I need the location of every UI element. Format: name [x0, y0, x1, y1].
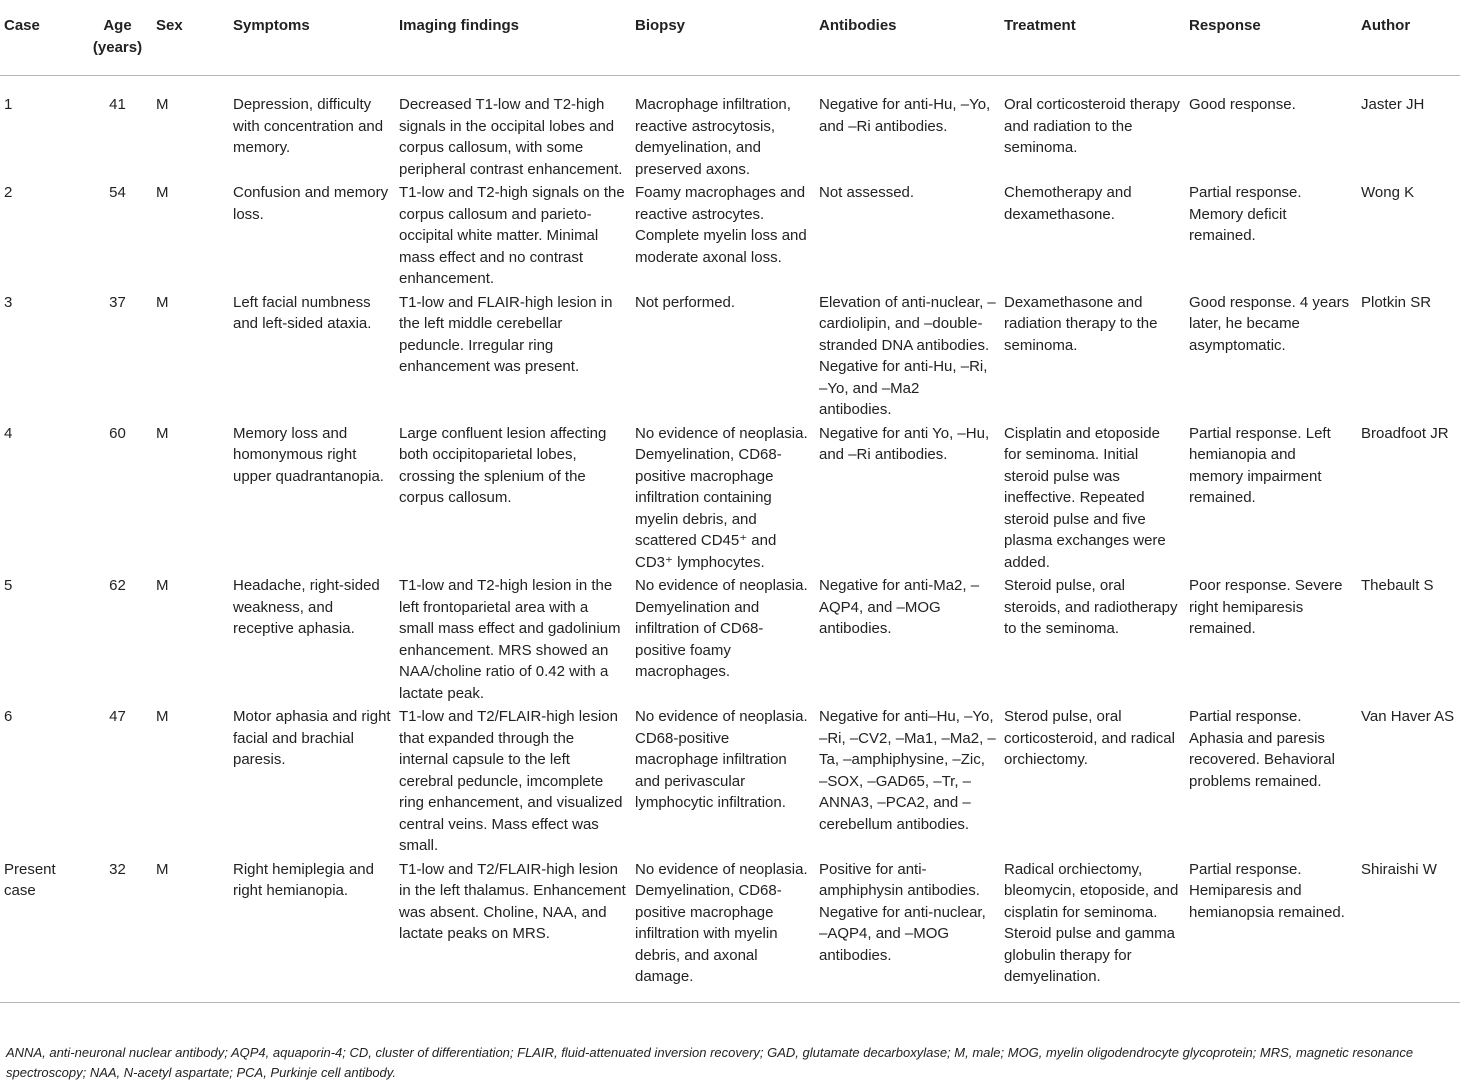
cell-sex: M: [156, 424, 169, 442]
header-age: Age (years): [83, 0, 152, 76]
cell-treatment: Dexamethasone and radiation therapy to the seminoma.: [1004, 293, 1158, 354]
cell-antibodies: Not assessed.: [819, 184, 915, 201]
cell-case: 5: [4, 577, 13, 594]
cell-case: 6: [4, 708, 13, 725]
cell-antibodies: Positive for anti-amphiphysin antibodies. Negative for anti-nuclear, –AQP4, and –MOG antibodies.: [815, 857, 1000, 1003]
cell-age: 60: [109, 424, 126, 442]
cell-age: 41: [109, 96, 126, 113]
cell-sex: M: [156, 184, 169, 201]
cell-symptoms: Right hemiplegia and right hemianopia.: [229, 857, 395, 1003]
cell-biopsy: Foamy macrophages and reactive astrocytes. Complete myelin loss and moderate axonal loss.: [635, 184, 807, 266]
cell-author: Jaster JH: [1361, 96, 1425, 113]
cell-response: Poor response. Severe right hemiparesis remained.: [1189, 577, 1343, 637]
cell-treatment: Oral corticosteroid therapy and radiation to the seminoma.: [1004, 96, 1180, 156]
cell-biopsy: No evidence of neoplasia. Demyelination, CD68-positive macrophage infiltration containing myelin debris, and scattered CD45⁺ and CD3⁺ lymphocytes.: [635, 424, 808, 571]
cell-sex: M: [156, 96, 169, 113]
cell-antibodies: Negative for anti-Ma2, –AQP4, and –MOG antibodies.: [819, 577, 980, 637]
cell-biopsy: No evidence of neoplasia. Demyelination, CD68-positive macrophage infiltration with myelin debris, and axonal damage.: [631, 857, 815, 1003]
cell-imaging: T1-low and T2-high lesion in the left frontoparietal area with a small mass effect and gadolinium enhancement. MRS showed an NAA/choline ratio of 0.42 with a lactate peak.: [399, 577, 621, 702]
cell-author: Wong K: [1361, 184, 1415, 201]
cell-age: 54: [109, 184, 126, 201]
table-header-row: [0, 0, 1460, 76]
cell-imaging: T1-low and T2/FLAIR-high lesion in the left thalamus. Enhancement was absent. Choline, NAA, and lactate peaks on MRS.: [395, 857, 631, 1003]
cell-treatment: Sterod pulse, oral corticosteroid, and radical orchiectomy.: [1004, 708, 1175, 768]
header-antibodies: Antibodies: [815, 0, 1000, 76]
cell-author: Plotkin SR: [1361, 293, 1432, 311]
cell-symptoms: Confusion and memory loss.: [233, 184, 389, 223]
cell-treatment: Steroid pulse, oral steroids, and radiotherapy to the seminoma.: [1004, 577, 1178, 637]
table-row: [0, 76, 1460, 181]
cell-symptoms: Memory loss and homonymous right upper quadrantanopia.: [233, 424, 384, 485]
header-symptoms: Symptoms: [229, 0, 395, 76]
cell-age: 37: [109, 293, 126, 311]
cell-antibodies: Negative for anti-Hu, –Yo, and –Ri antibodies.: [819, 96, 991, 135]
table-row: [0, 421, 1460, 574]
cell-imaging: T1-low and T2-high signals on the corpus callosum and parieto-occipital white matter. Minimal mass effect and no contrast enhancement.: [399, 184, 625, 287]
cell-imaging: Large confluent lesion affecting both occipitoparietal lobes, crossing the splenium of the corpus callosum.: [399, 424, 607, 506]
table-row: [0, 857, 1460, 1003]
cell-imaging: T1-low and T2/FLAIR-high lesion that expanded through the internal capsule to the left cerebral peduncle, imcomplete ring enhancement, and visualized central veins. Mass effect was small.: [399, 708, 623, 854]
table-row: [0, 180, 1460, 290]
cell-response: Partial response. Aphasia and paresis recovered. Behavioral problems remained.: [1189, 708, 1335, 790]
cell-symptoms: Depression, difficulty with concentration and memory.: [233, 96, 384, 156]
cell-symptoms: Left facial numbness and left-sided ataxia.: [233, 293, 372, 332]
cell-author: Thebault S: [1361, 577, 1434, 594]
header-biopsy: Biopsy: [631, 0, 815, 76]
cell-sex: M: [156, 293, 169, 311]
cell-biopsy: No evidence of neoplasia. Demyelination and infiltration of CD68-positive foamy macrophages.: [635, 577, 808, 680]
header-author: Author: [1357, 0, 1460, 76]
cell-biopsy: Not performed.: [635, 293, 736, 311]
cell-symptoms: Motor aphasia and right facial and brachial paresis.: [233, 708, 391, 768]
cell-age: 62: [109, 577, 126, 594]
cell-antibodies: Negative for anti Yo, –Hu, and –Ri antibodies.: [819, 424, 990, 463]
cell-sex: M: [156, 577, 169, 594]
header-response: Response: [1185, 0, 1357, 76]
header-treatment: Treatment: [1000, 0, 1185, 76]
cell-age: 47: [109, 708, 126, 725]
cell-sex: M: [156, 708, 169, 725]
table-footnote: ANNA, anti-neuronal nuclear antibody; AQP4, aquaporin-4; CD, cluster of differentiation; FLAIR, fluid-attenuated inversion recovery; GAD, glutamate decarboxylase; M, male; MOG, myelin oligodendrocyte glycoprotein; MRS, magnetic resonance spectroscopy; NAA, N-acetyl aspartate; PCA, Purkinje cell antibody.: [6, 1045, 1414, 1080]
cell-imaging: Decreased T1-low and T2-high signals in the occipital lobes and corpus callosum, with some peripheral contrast enhancement.: [399, 96, 623, 178]
cell-case: 1: [4, 96, 13, 113]
cell-response: Good response.: [1189, 96, 1296, 113]
cell-case: 2: [4, 184, 13, 201]
cell-author: Shiraishi W: [1357, 857, 1460, 1003]
cell-treatment: Chemotherapy and dexamethasone.: [1004, 184, 1132, 223]
cell-response: Partial response. Left hemianopia and memory impairment remained.: [1189, 424, 1331, 506]
header-imaging-findings: Imaging findings: [395, 0, 631, 76]
cell-author: Van Haver AS: [1361, 708, 1455, 725]
table-row: [0, 573, 1460, 704]
cell-biopsy: No evidence of neoplasia. CD68-positive macrophage infiltration and perivascular lymphocytic infiltration.: [635, 708, 808, 811]
cell-response: Partial response. Hemiparesis and hemianopsia remained.: [1185, 857, 1357, 1003]
cell-author: Broadfoot JR: [1361, 424, 1449, 442]
cell-antibodies: Negative for anti–Hu, –Yo, –Ri, –CV2, –Ma1, –Ma2, –Ta, –amphiphysine, –Zic, –SOX, –GAD65, –Tr, –ANNA3, –PCA2, and –cerebellum antibodies.: [819, 708, 996, 833]
cell-case: 3: [4, 293, 13, 311]
cell-case: 4: [4, 424, 13, 442]
table-row: [0, 290, 1460, 421]
cell-response: Good response. 4 years later, he became asymptomatic.: [1189, 293, 1350, 354]
cell-case: Present case: [0, 857, 83, 1003]
cell-treatment: Cisplatin and etoposide for seminoma. Initial steroid pulse was ineffective. Repeated steroid pulse and five plasma exchanges were added.: [1004, 424, 1166, 571]
cell-antibodies: Elevation of anti-nuclear, –cardiolipin, and –double-stranded DNA antibodies. Negative for anti-Hu, –Ri, –Yo, and –Ma2 antibodies.: [819, 293, 996, 418]
cell-symptoms: Headache, right-sided weakness, and receptive aphasia.: [233, 577, 380, 637]
cell-sex: M: [152, 857, 229, 1003]
cell-imaging: T1-low and FLAIR-high lesion in the left middle cerebellar peduncle. Irregular ring enhancement was present.: [399, 293, 613, 375]
table-row: [0, 704, 1460, 857]
cell-biopsy: Macrophage infiltration, reactive astrocytosis, demyelination, and preserved axons.: [635, 96, 791, 178]
cell-age: 32: [83, 857, 152, 1003]
header-case: Case: [0, 0, 83, 76]
header-sex: Sex: [152, 0, 229, 76]
cell-response: Partial response. Memory deficit remained.: [1189, 184, 1302, 244]
cell-treatment: Radical orchiectomy, bleomycin, etoposide, and cisplatin for seminoma. Steroid pulse and gamma globulin therapy for demyelination.: [1000, 857, 1185, 1003]
